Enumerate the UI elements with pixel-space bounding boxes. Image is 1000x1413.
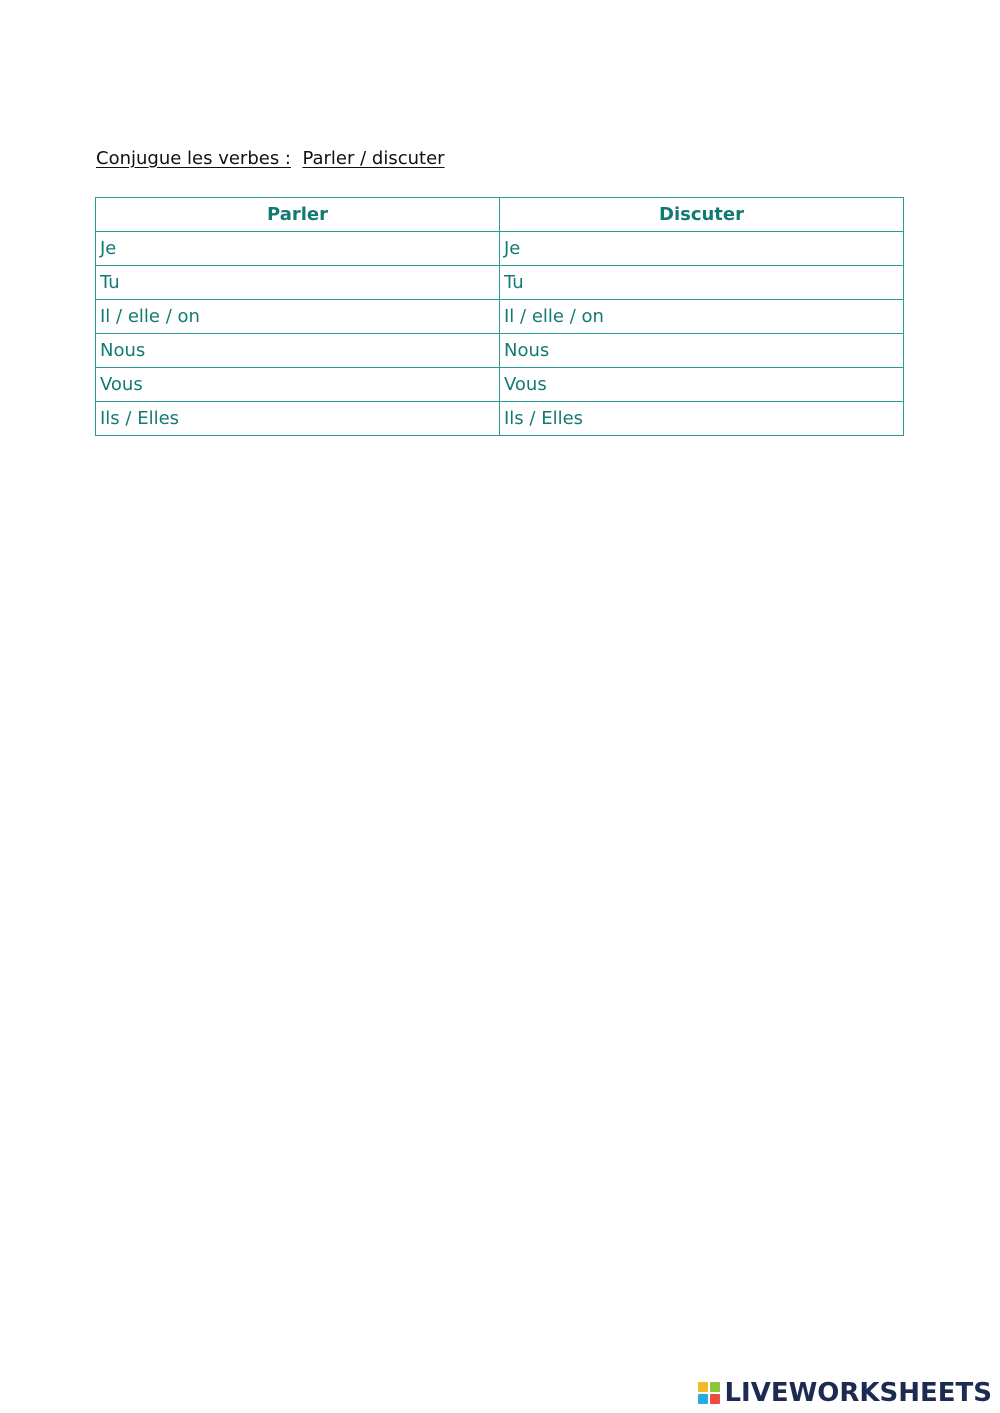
table-row	[96, 334, 904, 368]
logo-square-icon	[698, 1394, 708, 1404]
instruction-verbs: Parler / discuter	[302, 148, 445, 169]
cell-discuter-ils: Ils / Elles	[500, 402, 904, 436]
cell-discuter-je: Je	[500, 232, 904, 266]
liveworksheets-branding	[698, 1379, 992, 1407]
cell-parler-tu: Tu	[96, 266, 500, 300]
cell-parler-nous: Nous	[96, 334, 500, 368]
table-row	[96, 300, 904, 334]
cell-parler-je: Je	[96, 232, 500, 266]
header-parler: Parler	[96, 198, 500, 232]
cell-parler-il: Il / elle / on	[96, 300, 500, 334]
cell-discuter-nous: Nous	[500, 334, 904, 368]
instruction-line	[96, 146, 445, 172]
table-header-row	[96, 198, 904, 232]
cell-discuter-il: Il / elle / on	[500, 300, 904, 334]
liveworksheets-wordmark: LIVEWORKSHEETS	[724, 1378, 992, 1408]
cell-discuter-vous: Vous	[500, 368, 904, 402]
table-row	[96, 266, 904, 300]
table-row	[96, 368, 904, 402]
logo-square-icon	[710, 1394, 720, 1404]
header-discuter: Discuter	[500, 198, 904, 232]
table-row	[96, 232, 904, 266]
cell-discuter-tu: Tu	[500, 266, 904, 300]
instruction-prefix: Conjugue les verbes :	[96, 148, 291, 169]
logo-square-icon	[698, 1382, 708, 1392]
liveworksheets-logo-icon	[698, 1382, 720, 1404]
table-row	[96, 402, 904, 436]
conjugation-table	[95, 197, 904, 436]
cell-parler-vous: Vous	[96, 368, 500, 402]
logo-square-icon	[710, 1382, 720, 1392]
cell-parler-ils: Ils / Elles	[96, 402, 500, 436]
